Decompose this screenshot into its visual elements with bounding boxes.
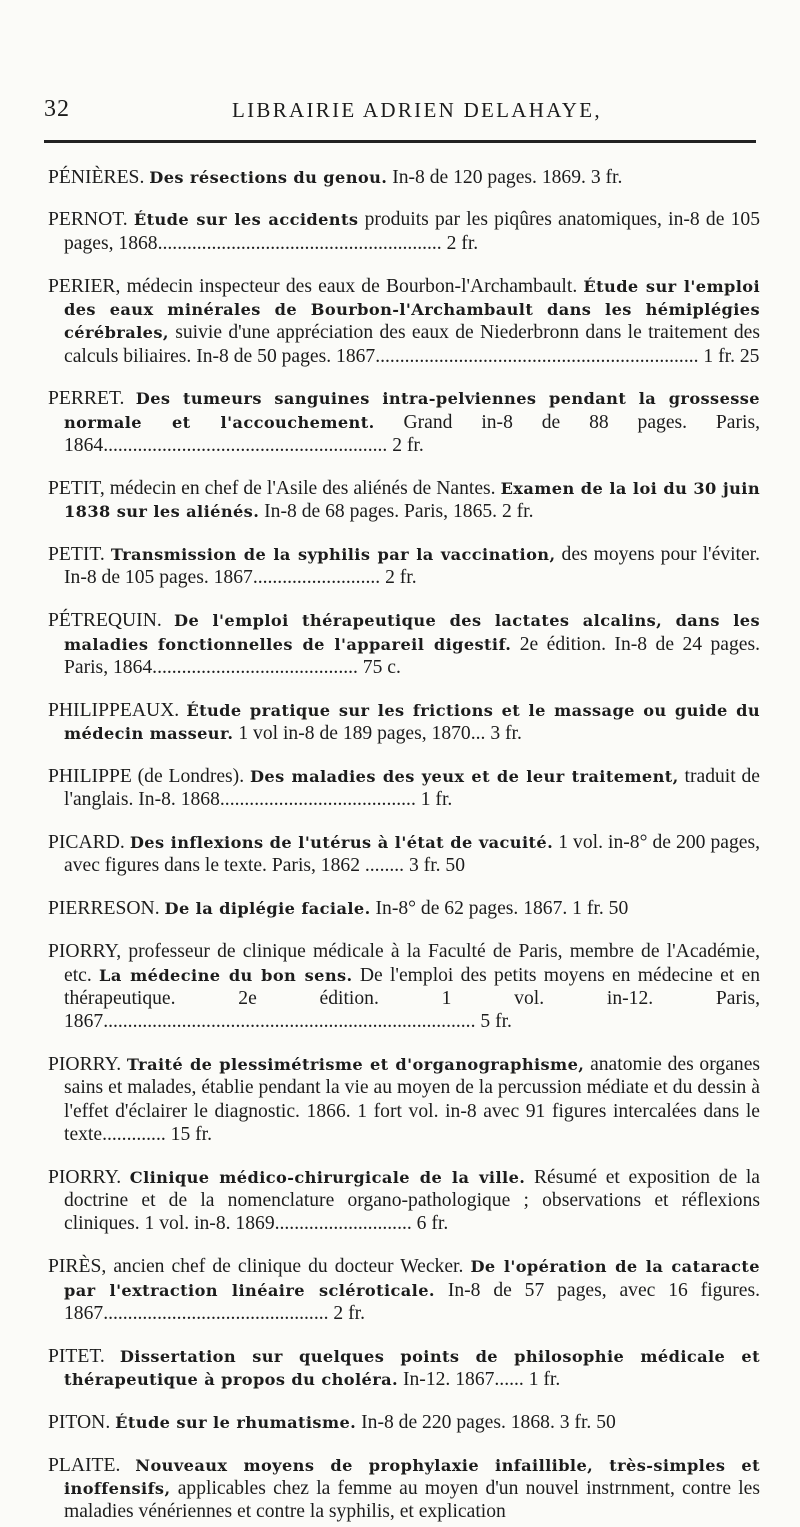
catalog-entry bbox=[48, 1255, 760, 1325]
entry-title: Étude sur les accidents bbox=[133, 210, 359, 230]
entry-author: PHILIPPE (de Londres). bbox=[48, 765, 245, 787]
page-number: 32 bbox=[44, 96, 70, 122]
entry-title: Nouveaux moyens de prophylaxie infaillible, très-simples et inoffensifs, bbox=[64, 1455, 760, 1499]
entry-author: PLAITE. bbox=[48, 1454, 121, 1476]
entry-author: PHILIPPEAUX. bbox=[48, 699, 180, 721]
catalog-entry bbox=[48, 387, 760, 457]
entry-title: Examen de la loi du 30 juin 1838 sur les aliénés. bbox=[64, 478, 760, 522]
entry-description: médecin inspecteur des eaux de Bourbon-l'Archambault. bbox=[126, 275, 578, 297]
entry-title: Des maladies des yeux et de leur traitement, bbox=[249, 766, 679, 786]
entry-author: PIORRY, bbox=[48, 941, 122, 963]
entry-author: PICARD. bbox=[48, 832, 125, 854]
entry-details: applicables chez la femme au moyen d'un nouvel instrnment, contre les maladies vénériennes et contre la syphilis, et explication bbox=[64, 1478, 761, 1523]
entry-details: des moyens pour l'éviter. In-8 de 105 pages. 1867.......................... 2 fr. bbox=[64, 544, 761, 589]
entry-details: 1 vol. in-8° de 200 pages, avec figures dans le texte. Paris, 1862 ........ 3 fr. 50 bbox=[64, 832, 760, 877]
entry-title: Traité de plessimétrisme et d'organographisme, bbox=[126, 1055, 585, 1075]
entry-details: 2e édition. In-8 de 24 pages. Paris, 1864.......................................... 75 c. bbox=[64, 633, 760, 678]
catalog-entry bbox=[48, 208, 760, 255]
entry-author: PIRÈS, bbox=[48, 1256, 107, 1278]
entry-title: Transmission de la syphilis par la vaccination, bbox=[110, 545, 556, 565]
entry-title: Des tumeurs sanguines intra-pelviennes pendant la grossesse normale et l'accouchement. bbox=[64, 389, 760, 432]
entry-details: In-8 de 57 pages, avec 16 figures. 1867.............................................. 2 fr. bbox=[64, 1279, 760, 1324]
entry-details: In-8 de 120 pages. 1869. 3 fr. bbox=[392, 166, 623, 188]
entry-details: traduit de l'anglais. In-8. 1868........................................ 1 fr. bbox=[64, 765, 761, 811]
entry-title: De l'emploi thérapeutique des lactates alcalins, dans les maladies fonctionnelles de l'appareil digestif. bbox=[64, 611, 760, 654]
entry-title: Dissertation sur quelques points de philosophie médicale et thérapeutique à propos du choléra. bbox=[64, 1346, 761, 1390]
entry-details: In-8 de 220 pages. 1868. 3 fr. 50 bbox=[361, 1411, 616, 1433]
catalog-entry bbox=[48, 477, 760, 524]
entry-author: PIERRESON. bbox=[48, 898, 160, 920]
header-rule bbox=[44, 140, 756, 143]
entry-details: anatomie des organes sains et malades, établie pendant la vie au moyen de la percussion médiate et du dessin à l'effet d'éclairer le diagnostic. 1866. 1 fort vol. in-8 avec 91 figures intercalées dans le texte............. 15 fr. bbox=[64, 1054, 761, 1145]
entry-author: PITON. bbox=[48, 1411, 111, 1433]
entry-author: PERIER, bbox=[48, 275, 121, 297]
catalog-entry bbox=[48, 609, 760, 679]
entry-details: Grand in-8 de 88 pages. Paris, 1864.......................................................... 2 fr. bbox=[64, 411, 760, 457]
entry-author: PERNOT. bbox=[48, 209, 128, 231]
page-header bbox=[44, 96, 756, 132]
catalog-entry bbox=[48, 275, 760, 368]
catalog-entry bbox=[48, 765, 760, 812]
entry-author: PÉTREQUIN. bbox=[48, 610, 162, 632]
entry-details: In-12. 1867...... 1 fr. bbox=[402, 1369, 561, 1391]
entry-title: Étude sur l'emploi des eaux minérales de Bourbon-l'Archambault dans les hémiplégies cérébrales, bbox=[64, 276, 761, 343]
entry-title: De l'opération de la cataracte par l'extraction linéaire scléroticale. bbox=[64, 1257, 760, 1300]
entry-title: Des résections du genou. bbox=[149, 167, 388, 187]
catalog-entry bbox=[48, 831, 760, 878]
entry-author: PITET. bbox=[48, 1345, 105, 1367]
entry-title: Clinique médico-chirurgicale de la ville. bbox=[129, 1167, 526, 1187]
catalog-entry bbox=[48, 1454, 760, 1524]
catalog-entry bbox=[48, 940, 760, 1033]
entry-author: PERRET. bbox=[48, 388, 125, 410]
entry-title: De la diplégie faciale. bbox=[164, 899, 371, 919]
catalog-entry bbox=[48, 166, 760, 189]
entry-title: La médecine du bon sens. bbox=[99, 965, 353, 985]
entry-description: médecin en chef de l'Asile des aliénés de Nantes. bbox=[109, 477, 496, 499]
entry-details: Résumé et exposition de la doctrine et de la nomenclature organo-pathologique ; observations et réflexions cliniques. 1 vol. in-8. 1869............................ 6 fr. bbox=[64, 1166, 760, 1235]
catalog-entry bbox=[48, 1345, 760, 1392]
entry-title: Des inflexions de l'utérus à l'état de vacuité. bbox=[129, 833, 554, 853]
catalog-entry bbox=[48, 897, 760, 920]
entry-author: PIORRY. bbox=[48, 1166, 122, 1188]
catalog-entry bbox=[48, 543, 760, 590]
catalog-entries bbox=[48, 146, 760, 1527]
entry-details: In-8° de 62 pages. 1867. 1 fr. 50 bbox=[375, 898, 629, 920]
running-head: LIBRAIRIE ADRIEN DELAHAYE, bbox=[232, 98, 602, 122]
catalog-entry bbox=[48, 699, 760, 746]
entry-author: PETIT, bbox=[48, 477, 105, 499]
entry-title: Étude pratique sur les frictions et le massage ou guide du médecin masseur. bbox=[64, 700, 760, 744]
entry-description: professeur de clinique médicale à la Faculté de Paris, membre de l'Académie, etc. bbox=[64, 941, 760, 986]
entry-details: produits par les piqûres anatomiques, in-8 de 105 pages, 1868.......................................................... 2 fr. bbox=[64, 209, 760, 254]
catalog-entry bbox=[48, 1053, 760, 1146]
entry-details: 1 vol in-8 de 189 pages, 1870... 3 fr. bbox=[238, 723, 522, 745]
entry-author: PIORRY. bbox=[48, 1054, 122, 1076]
entry-details: In-8 de 68 pages. Paris, 1865. 2 fr. bbox=[264, 501, 534, 523]
catalog-entry bbox=[48, 1166, 760, 1236]
entry-description: ancien chef de clinique du docteur Wecker. bbox=[113, 1256, 464, 1278]
entry-title: Étude sur le rhumatisme. bbox=[115, 1412, 357, 1432]
catalog-entry bbox=[48, 1411, 760, 1434]
entry-details: suivie d'une appréciation des eaux de Niederbronn dans le traitement des calculs biliaires. In-8 de 50 pages. 1867.................................................................. 1 fr. 25 bbox=[64, 322, 760, 367]
entry-details: De l'emploi des petits moyens en médecine et en thérapeutique. 2e édition. 1 vol. in-12. Paris, 1867............................................................................ 5 fr. bbox=[64, 964, 760, 1033]
entry-author: PÉNIÈRES. bbox=[48, 166, 145, 188]
entry-author: PETIT. bbox=[48, 544, 105, 566]
